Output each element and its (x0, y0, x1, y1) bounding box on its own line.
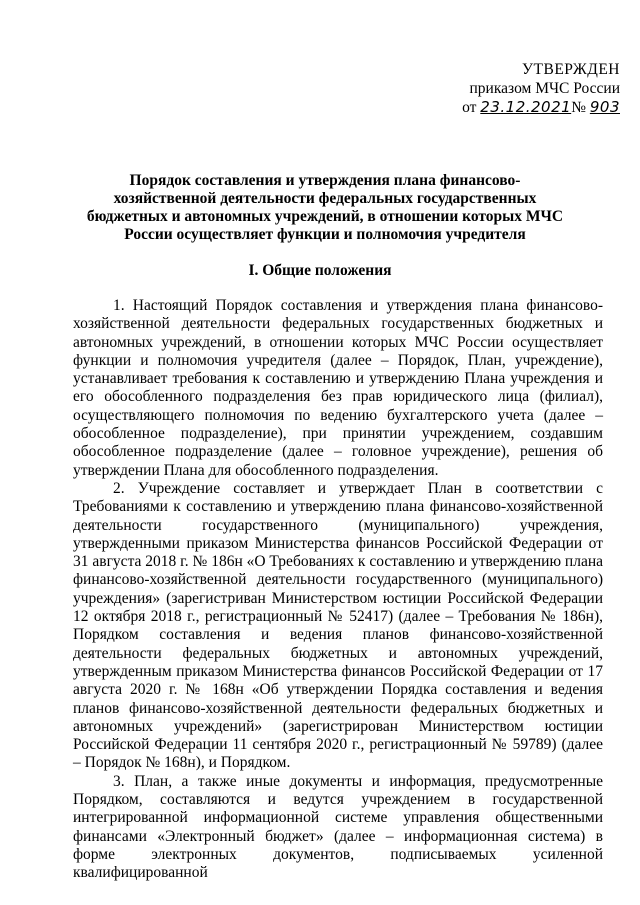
approval-title: УТВЕРЖДЕН (522, 61, 620, 78)
document-body (73, 297, 603, 883)
paragraph-3: 3. План, а также иные документы и информация, предусмотренные Порядком, составляются и ведутся учреждением в государственной интегрированной информационной системе управления общественными финансами «Электронный бюджет» (далее – информационная система) в форме электронных документов, подписываемых усиленной квалифицированной (73, 772, 603, 882)
number-prefix: № (571, 99, 586, 116)
paragraph-2: 2. Учреждение составляет и утверждает План в соответствии с Требованиями к составлению и утверждению плана финансово-хозяйственной деятельности государственного (муниципального) учреждения, утвержденными приказом Министерства финансов Российской Федерации от 31 августа 2018 г. № 186н «О Требованиях к составлению и утверждению плана финансово-хозяйственной деятельности государственного (муниципального) учреждения» (зарегистриван Министерством юстиции Российской Федерации 12 октября 2018 г., регистрационный № 52417) (далее – Требования № 186н), Порядком составления и ведения планов финансово-хозяйственной деятельности федеральных бюджетных и автономных учреждений, утвержденным приказом Министерства финансов Российской Федерации от 17 августа 2020 г. № 168н «Об утверждении Порядка составления и ведения планов финансово-хозяйственной деятельности федеральных бюджетных и автономных учреждений» (зарегистрирован Министерством юстиции Российской Федерации 11 сентября 2020 г., регистрационный № 59789) (далее – Порядок № 168н), и Порядком. (73, 479, 603, 772)
approval-order-line: приказом МЧС России (469, 80, 620, 97)
paragraph-1: 1. Настоящий Порядок составления и утверждения плана финансово-хозяйственной деятельности федеральных государственных бюджетных и автономных учреждений, в отношении которых МЧС России осуществляет функции и полномочия учредителя (далее – Порядок, План, учреждение), устанавливает требования к составлению и утверждению Плана учреждения и его обособленного подразделения без прав юридического лица (филиал), осуществляющего полномочия по ведению бухгалтерского учета (далее – обособленное подразделение), при принятии учреждением, создавшим обособленное подразделение (далее – головное учреждение), решения об утверждении Плана для обособленного подразделения. (73, 297, 603, 479)
approval-stamp (440, 60, 620, 117)
handwritten-date: 23.12.2021 (480, 98, 572, 116)
section-heading: I. Общие положения (248, 262, 392, 279)
handwritten-number: 903 (589, 98, 620, 116)
date-prefix: от (462, 99, 477, 116)
document-title: Порядок составления и утверждения плана финансово-хозяйственной деятельности федеральных государственных бюджетных и автономных учреждений, в отношении которых МЧС России осуществляет функции и полномочия учредителя (86, 172, 564, 243)
approval-date-number (440, 98, 620, 117)
